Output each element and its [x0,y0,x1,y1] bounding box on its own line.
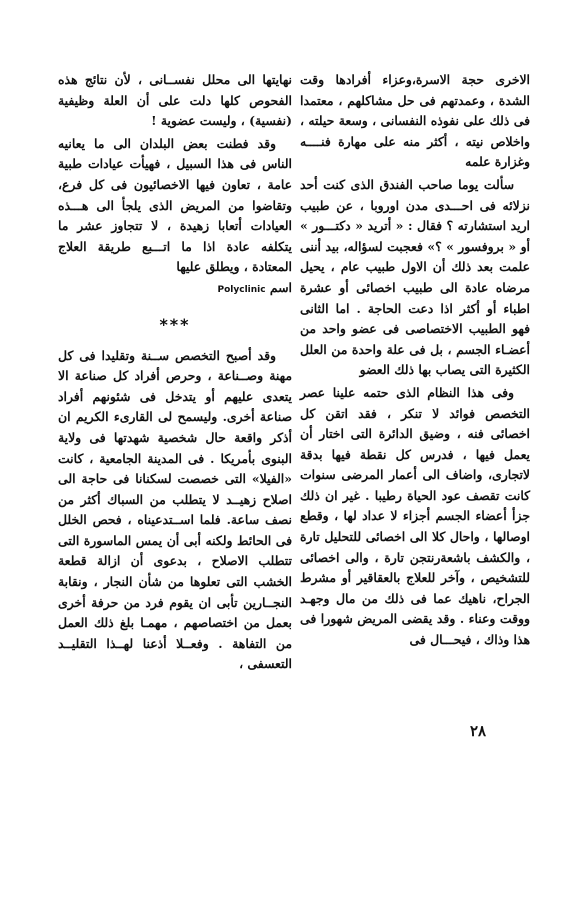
right-text-column [300,70,530,651]
paragraph: سألت يوما صاحب الفندق الذى كنت أحد نزلائه فى احـــدى مدن اوروبا ، عن طبيب اريد استشارته ؟ فقال : « أتريد « دكتـــور » أو « بروفسور » ؟» فعجبت لسؤاله، بيد أننى علمت بعد ذلك أن الاول طبيب عام ، يحيل مرضاه عادة الى طبيب اخصائى أو عشرة اطباء أو أكثر اذا دعت الحاجة . اما الثانى فهو الطبيب الاختصاصى فى عضو واحد من أعضـاء الجسم ، بل فى علة واحدة من العلل الكثيرة التى يصاب بها ذلك العضو [300,176,530,378]
page-number: ٢٨ [470,722,487,740]
paragraph: الاخرى حجة الاسرة،وعزاء أفرادها وقت الشدة ، وعمدتهم فى حل مشاكلهم ، معتمدا فى ذلك على نفوذه النفسانى ، وسعة حيلته ، واخلاص نيته ، أكثر منه على مهارة فنــــه وغزارة علمه [300,72,530,170]
paragraph: وقد فطنت بعض البلدان الى ما يعانيه الناس فى هذا السبيل ، فهيأت عيادات طبية عامة ، تعاون فيها الاخصائيون فى كل فرع، وتقاضوا من المريض الذى يلجأ الى هـــذه العيادات أتعابا زهيدة ، لا تتجاوز عشر ما يتكلفه عادة اذا ما اتـــبع طريقة العلاج المعتادة ، ويطلق عليها [58,135,292,275]
paragraph: نهايتها الى محلل نفســانى ، لأن نتائج هذه الفحوص كلها دلت على أن العلة وظيفية (نفسية) ، وليست عضوية ! [58,72,292,129]
paragraph: وقد أصبح التخصص ســنة وتقليدا فى كل مهنة وصــناعة ، وحرص أفراد كل صناعة الا يتعدى عليهم أو يتدخل فى شئونهم أفراد صناعة أخرى. وليسمح لى القارىء الكريم ان أذكر واقعة حال شخصية شهدتها فى ولاية البنوى بأمريكا . فى المدينة الجامعية ، كانت «الفيلا» التى خصصت لسكنانا فى حاجة الى اصلاح زهيــد لا يتطلب من السباك أكثر من نصف ساعة. فلما اســتدعيناه ، فحص الخلل فى الحائط ولكنه أبى أن يمس الماسورة التى تتطلب الاصلاح ، بدعوى أن ازالة قطعة الخشب التى تعلوها من شأن النجار ، ونقابة النجــارين تأبى ان يقوم فرد من حرفة أخرى بعمل من اختصاصهم ، مهمـا بلغ ذلك العمل من التفاهة . وفعــلا أذعنا لهــذا التقليــد التعسفى ، [58,347,292,672]
term-reference [58,278,292,301]
paragraph: وفى هذا النظام الذى حتمه علينا عصر التخصص فوائد لا تنكر ، فقد اتقن كل اخصائى فنه ، وضيق الدائرة التى اختار أن يعمل فيها ، فدرس كل نقطة فيها بدقة لاتجارى، واضاف الى أعمار المرضى سنوات كانت تقصف عود الحياة رطيبا . غير ان ذلك جزأ أعضاء الجسم أجزاء لا عداد لها ، وقطع اوصالها ، واحال كلا الى اخصائى للتحليل تارة ، والكشف باشعةرنتجن تارة ، والى اخصائى للتشخيص ، وآخر للعلاج بالعقاقير أو مشرط الجراح، ناهيك عما فى ذلك من مال وجهـد ووقت وعناء . وقد يقضى المريض شهورا فى هذا وذاك ، فيحـــال فى [300,384,530,648]
term-prefix: اسم [269,279,292,295]
term-latin: Polyclinic [217,284,266,295]
section-divider: *** [159,314,191,334]
left-text-column [58,70,292,675]
